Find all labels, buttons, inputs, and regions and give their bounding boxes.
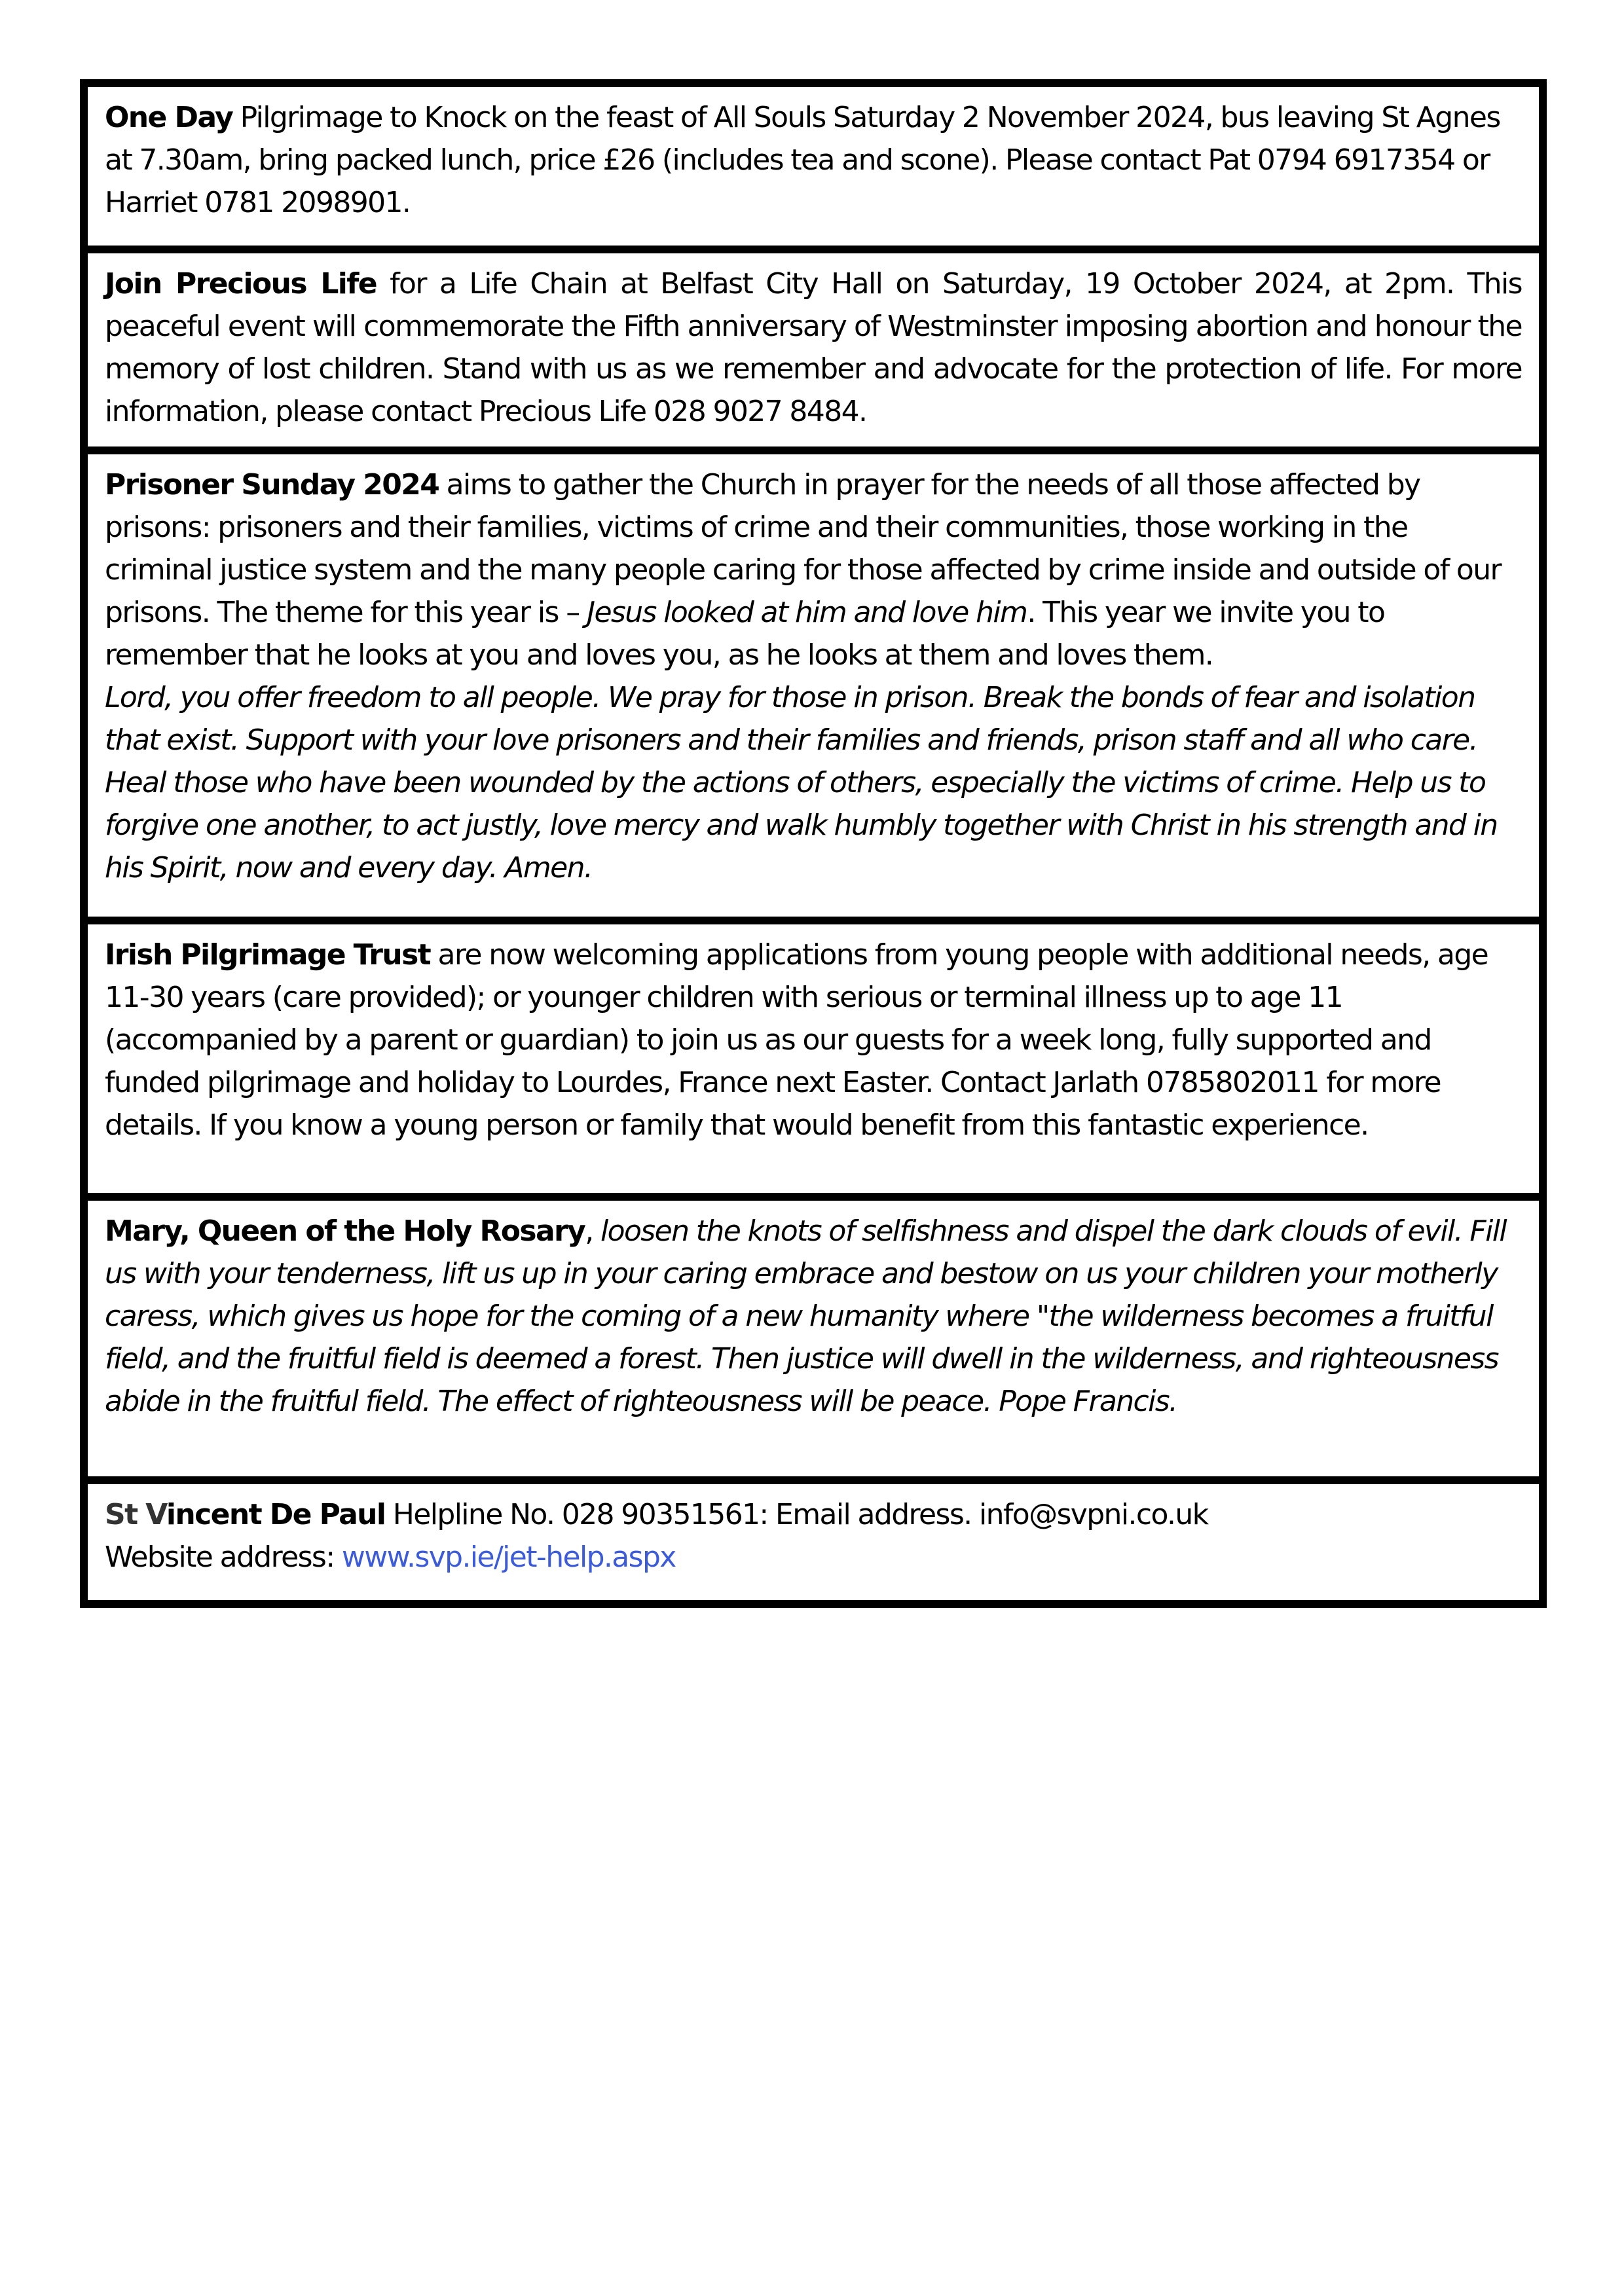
- website-link[interactable]: www.svp.ie/jet-help.aspx: [341, 1540, 676, 1574]
- notice-body: for a Life Chain at Belfast City Hall on Saturday, 19 October 2024, at 2pm. This peaceful event will commemorate the Fifth anniversary of Westminster imposing abortion and honour the memory of lost children. Stand with us as we remember and advocate for the protection of life. For more information, please contact Precious Life 028 9027 8484.: [105, 267, 1522, 428]
- notice-body-continued: . This year we invite you to remember that he looks at you and loves you, as he looks at them and loves them.: [105, 596, 1385, 672]
- notice-title: One Day: [105, 101, 233, 134]
- notice-text: [105, 263, 1522, 433]
- notice-theme: Jesus looked at him and love him: [587, 596, 1027, 629]
- notice-text: [105, 464, 1522, 676]
- notice-holy-rosary-prayer: [88, 1201, 1539, 1484]
- notice-text: [105, 1493, 1522, 1578]
- notice-prayer: Lord, you offer freedom to all people. We pray for those in prison. Break the bonds of fear and isolation that exist. Support with your love prisoners and their families and friends, prison staff and all who care. Heal those who have been wounded by the actions of others, especially the victims of crime. Help us to forgive one another, to act justly, love mercy and walk humbly together with Christ in his strength and in his Spirit, now and every day. Amen.: [105, 681, 1498, 884]
- notice-title: incent De Paul: [166, 1498, 386, 1531]
- notice-prisoner-sunday: [88, 454, 1539, 924]
- notice-title: Mary, Queen of the Holy Rosary: [105, 1214, 585, 1248]
- notice-title: Irish Pilgrimage Trust: [105, 938, 431, 972]
- notice-title: Prisoner Sunday 2024: [105, 468, 439, 501]
- notice-precious-life: [88, 253, 1539, 454]
- notice-knock-pilgrimage: [88, 87, 1539, 253]
- notice-irish-pilgrimage-trust: [88, 924, 1539, 1201]
- notices-table: [80, 79, 1547, 1608]
- website-label: Website address:: [105, 1540, 342, 1574]
- notice-comma: ,: [585, 1214, 593, 1248]
- notice-body: aims to gather the Church in prayer for the needs of all those affected by prisons: prisoners and their families, victims of crime and their communities, those working in the criminal justice system and the many people caring for those affected by crime inside and outside of our prisons. The theme for this year is –: [105, 468, 1502, 629]
- notice-text: [105, 934, 1522, 1146]
- notice-title: Join Precious Life: [105, 267, 377, 301]
- notice-body: are now welcoming applications from young people with additional needs, age 11-30 years (care provided); or younger children with serious or terminal illness up to age 11 (accompanied by a parent or guardian) to join us as our guests for a week long, fully supported and funded pilgrimage and holiday to Lourdes, France next Easter. Contact Jarlath 0785802011 for more details. If you know a young person or family that would benefit from this fantastic experience.: [105, 938, 1488, 1142]
- notice-title-prefix: St V: [105, 1498, 166, 1531]
- notice-body: Pilgrimage to Knock on the feast of All Souls Saturday 2 November 2024, bus leaving St Agnes at 7.30am, bring packed lunch, price £26 (includes tea and scone). Please contact Pat 0794 6917354 or Harriet 0781 2098901.: [105, 101, 1500, 219]
- notice-text: [105, 1210, 1522, 1423]
- notice-text: [105, 96, 1522, 224]
- notice-prayer: loosen the knots of selfishness and dispel the dark clouds of evil. Fill us with your tenderness, lift us up in your caring embrace and bestow on us your children your motherly caress, which gives us hope for the coming of a new humanity where "the wilderness becomes a fruitful field, and the fruitful field is deemed a forest. Then justice will dwell in the wilderness, and righteousness abide in the fruitful field. The effect of righteousness will be peace. Pope Francis.: [105, 1214, 1507, 1418]
- notice-st-vincent-de-paul: [88, 1484, 1539, 1600]
- notice-body: Helpline No. 028 90351561: Email address. info@svpni.co.uk: [385, 1498, 1208, 1531]
